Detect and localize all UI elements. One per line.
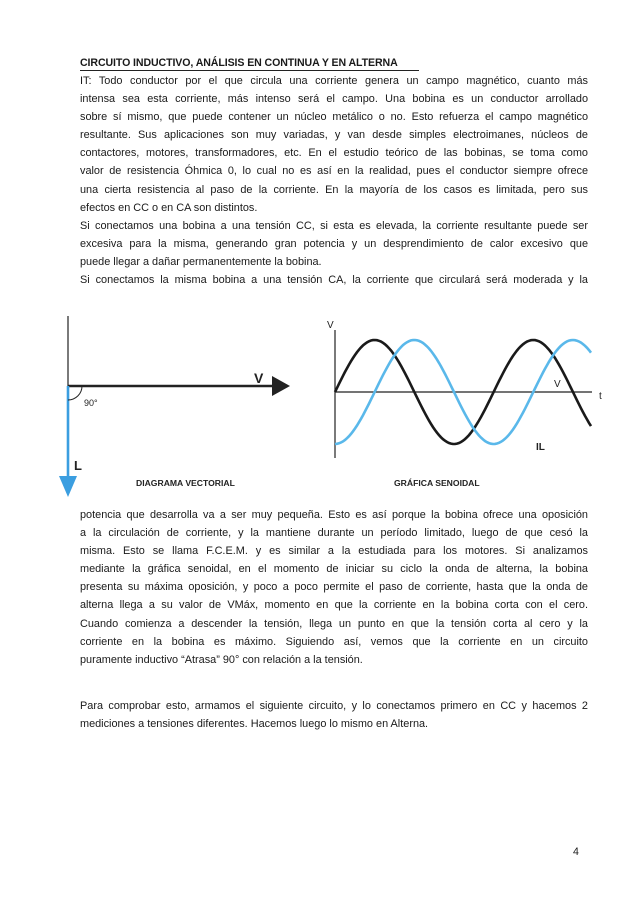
- text-line: intensa sea esta corriente, más intenso será el campo. Una bobina es un conductor arrollado: [80, 93, 588, 106]
- inductive-circuit-figure: [58, 308, 618, 500]
- text-line: una cierta resistencia al paso de la corriente. En la mayoría de los casos es limitada, pero sus: [80, 183, 588, 196]
- current-arrowhead: [59, 476, 77, 497]
- text-line: alterna llega a su valor de VMáx, momento en que la corriente en la bobina corta con el cero.: [80, 599, 588, 612]
- text-line: a la circulación de corriente, y la mantiene durante un período limitado, luego de que cesó la: [80, 527, 588, 540]
- sine-graph: [327, 320, 602, 488]
- angle-arc: [68, 386, 82, 400]
- vector-diagram: [59, 316, 290, 497]
- paragraph-analysis: [80, 506, 588, 669]
- text-line: Si conectamos una bobina a una tensión CC, si esta es elevada, la corriente resultante puede ser: [80, 219, 588, 232]
- text-line: sobre sí mismo, que puede contener un núcleo metálico o no. Esto refuerza el campo magnético: [80, 111, 588, 124]
- paragraph-experiment: [80, 697, 588, 733]
- text-line: valor de resistencia Óhmica 0, lo cual no es así en la realidad, pues el conductor siempre ofrece: [80, 165, 588, 178]
- voltage-arrowhead: [272, 376, 290, 396]
- text-line: Cuando comienza a descender la tensión, llega un punto en que la tensión corta al cero y la: [80, 617, 588, 630]
- text-line: mediciones a tensiones diferentes. Hacemos luego lo mismo en Alterna.: [80, 718, 429, 731]
- voltage-wave-label: V: [554, 379, 561, 390]
- text-line: Si conectamos la misma bobina a una tensión CA, la corriente que circulará será moderada y la: [80, 274, 588, 287]
- text-line: misma. Esto se llama F.C.E.M. y es similar a la estudiada para los motores. Si analizamos: [80, 545, 588, 558]
- text-line: corriente en la bobina es máximo. Siguiendo así, vemos que la corriente en un circuito: [80, 635, 588, 648]
- page-number: 4: [573, 846, 579, 858]
- text-line: Para comprobar esto, armamos el siguiente circuito, y lo conectamos primero en CC y hacemos 2: [80, 700, 588, 712]
- text-line: potencia que desarrolla va a ser muy pequeña. Esto es así porque la bobina ofrece una oposición: [80, 509, 588, 521]
- title-underline: [80, 70, 419, 71]
- text-line: mediante la gráfica senoidal, en el momento de iniciar su ciclo la onda de alterna, la bobina: [80, 563, 588, 576]
- y-axis-label: V: [327, 320, 334, 331]
- text-line: contactores, motores, transformadores, etc. En el estudio teórico de las bobinas, se toma como: [80, 147, 588, 160]
- current-wave-label: IL: [536, 442, 545, 453]
- text-line: puramente inductivo “Atrasa” 90° con relación a la tensión.: [80, 653, 363, 666]
- section-title: CIRCUITO INDUCTIVO, ANÁLISIS EN CONTINUA Y EN ALTERNA: [80, 57, 398, 69]
- text-line: excesiva para la misma, generando gran potencia y un desprendimiento de calor excesivo que: [80, 237, 588, 250]
- text-line: puede llegar a dañar permanentemente la bobina.: [80, 255, 322, 268]
- angle-label: 90°: [84, 398, 98, 408]
- text-line: presenta su máxima oposición, y poco a poco permite el paso de corriente, hasta que la onda de: [80, 581, 588, 594]
- voltage-vector-label: V: [254, 370, 264, 386]
- text-line: IT: Todo conductor por el que circula una corriente genera un campo magnético, cuanto más: [80, 75, 588, 87]
- text-line: resultante. Sus aplicaciones son muy variadas, y van desde simples electroimanes, núcleos de: [80, 129, 588, 142]
- paragraph-intro: [80, 72, 588, 289]
- text-line: efectos en CC o en CA son distintos.: [80, 201, 258, 214]
- x-axis-label: t: [599, 391, 602, 402]
- vector-diagram-caption: DIAGRAMA VECTORIAL: [136, 478, 235, 488]
- sine-graph-caption: GRÁFICA SENOIDAL: [394, 478, 480, 488]
- current-vector-label: L: [74, 458, 82, 473]
